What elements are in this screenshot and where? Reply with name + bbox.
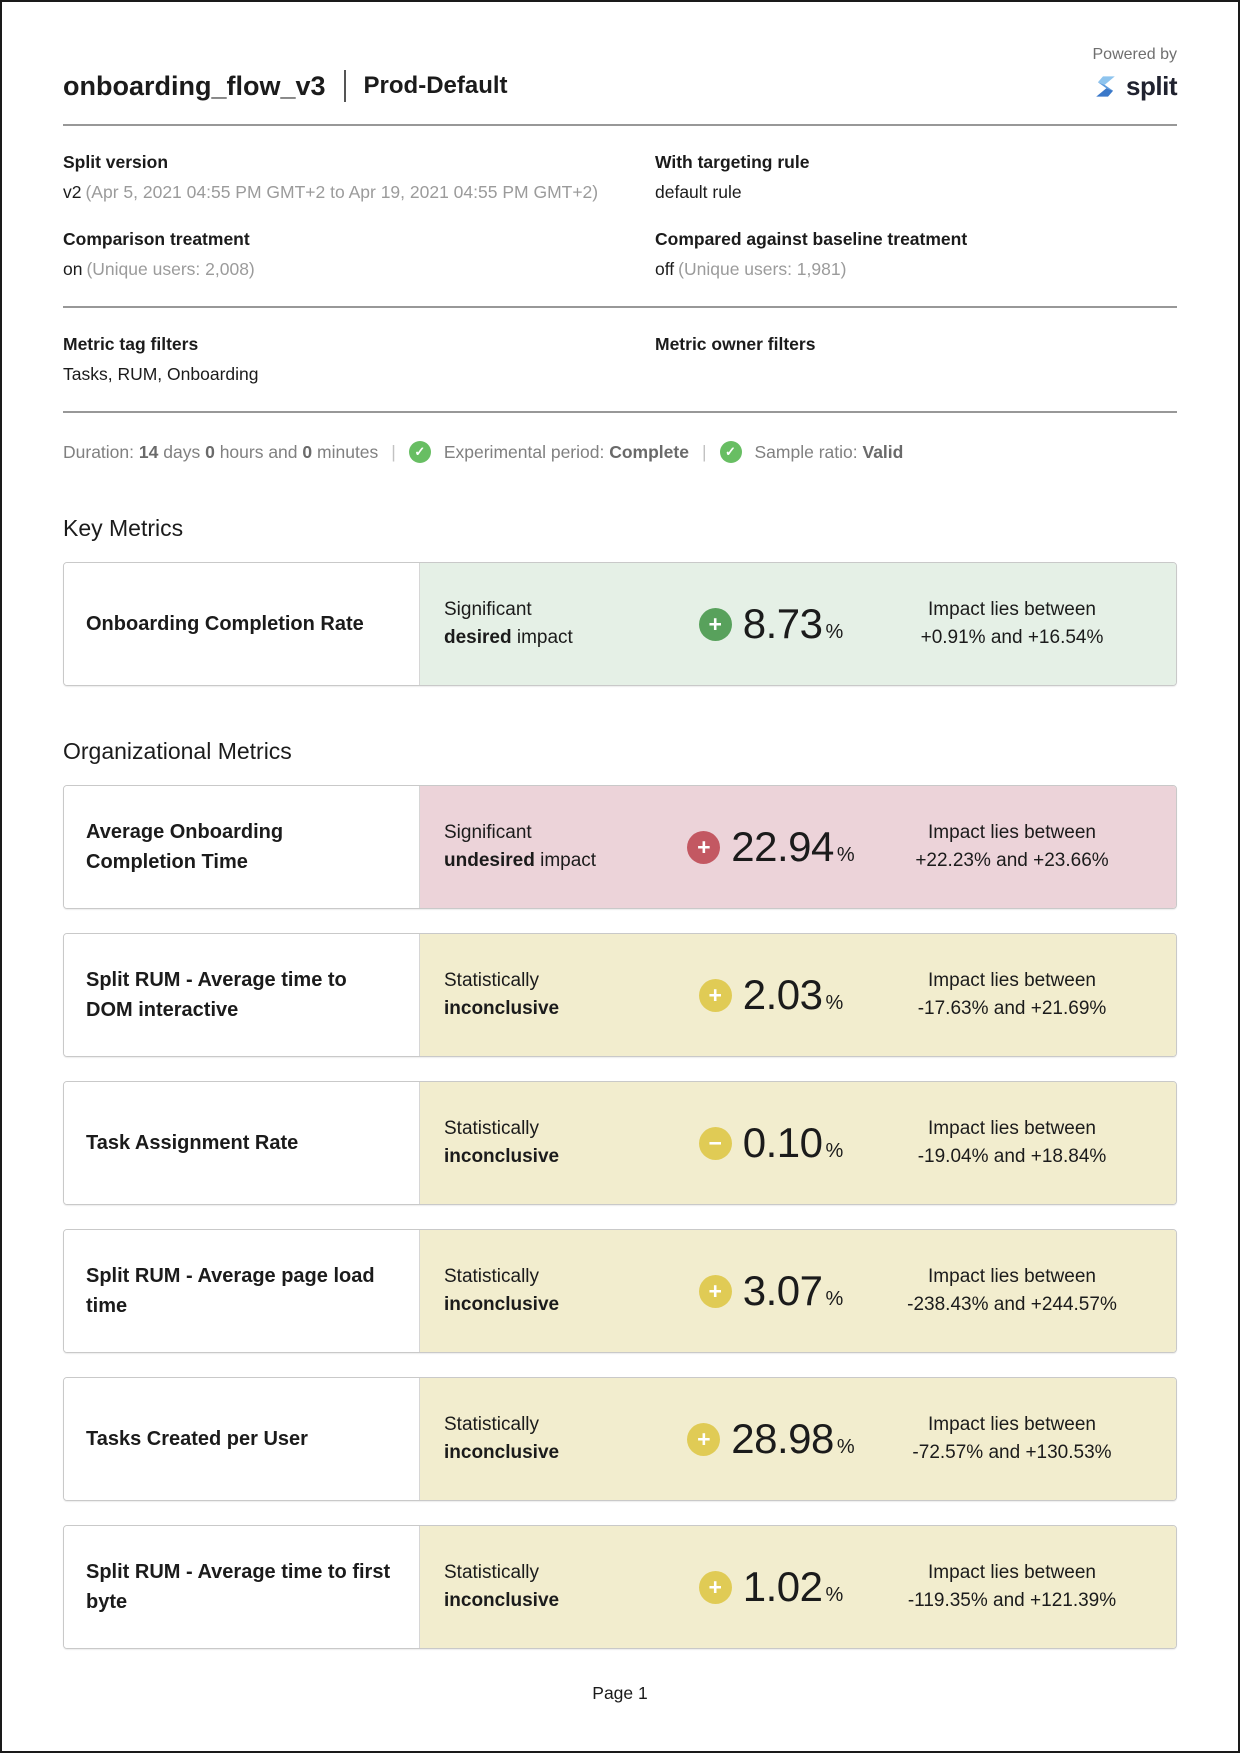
percent-unit: % [836,844,855,866]
confidence-interval: Impact lies between -72.57% and +130.53% [912,1413,1112,1463]
metric-impact-value [668,1563,874,1611]
meta-value: off [655,259,675,279]
separator: | [701,441,707,462]
metric-card-avg-onboarding-completion-time [63,785,1177,909]
meta-section-top [63,126,1177,280]
meta-label: With targeting rule [655,152,810,172]
brand-row [1092,71,1177,102]
percent-unit: % [825,992,844,1014]
metric-card-tasks-created-per-user [63,1377,1177,1501]
meta-value-muted: (Apr 5, 2021 04:55 PM GMT+2 to Apr 19, 2021 04:55 PM GMT+2) [85,182,599,202]
metric-name: Split RUM - Average time to first byte [64,1526,420,1648]
metric-card-task-assignment-rate [63,1081,1177,1205]
meta-value-muted: (Unique users: 2,008) [86,259,255,279]
title-row [63,70,508,102]
metric-name: Onboarding Completion Rate [64,563,420,685]
split-wordmark: split [1126,71,1177,101]
confidence-interval: Impact lies between -17.63% and +21.69% [917,969,1107,1019]
percent-unit: % [825,621,844,643]
metric-card-rum-dom-interactive [63,933,1177,1057]
metric-name: Task Assignment Rate [64,1082,420,1204]
metric-impact-value [668,971,874,1019]
title-divider [344,70,346,102]
report-header [63,2,1177,126]
impact-percent: 3.07 [742,1267,823,1314]
page-number: Page 1 [592,1683,648,1703]
plus-circle-icon: + [687,1423,720,1456]
meta-value: Tasks, RUM, Onboarding [63,364,259,384]
metric-impact-value [668,1119,874,1167]
metric-impact-value [668,600,874,648]
minus-circle-icon: − [699,1127,732,1160]
confidence-interval: Impact lies between +0.91% and +16.54% [920,598,1104,648]
metric-significance: Statistically inconclusive [444,1265,560,1315]
metric-card-rum-time-to-first-byte [63,1525,1177,1649]
meta-value: default rule [655,182,742,202]
split-logo-icon [1092,73,1119,100]
meta-comparison-treatment [63,229,655,280]
meta-tag-filters [63,334,655,385]
plus-circle-icon: + [699,608,732,641]
metric-card-onboarding-completion-rate [63,562,1177,686]
metric-name: Split RUM - Average page load time [64,1230,420,1352]
metric-significance: Significant desired impact [444,598,573,648]
plus-circle-icon: + [699,1275,732,1308]
confidence-interval: Impact lies between -19.04% and +18.84% [917,1117,1107,1167]
environment-name: Prod-Default [363,72,508,99]
metric-name: Tasks Created per User [64,1378,420,1500]
key-metrics-heading: Key Metrics [63,515,184,541]
percent-unit: % [825,1584,844,1606]
meta-baseline-treatment [655,229,1177,280]
meta-targeting-rule [655,152,1177,203]
metric-significance: Statistically inconclusive [444,1117,560,1167]
metric-significance: Statistically inconclusive [444,969,560,1019]
check-circle-icon: ✓ [720,441,742,463]
metric-significance: Significant undesired impact [444,821,597,871]
duration-text: Duration: 14 days 0 hours and 0 minutes [63,441,379,462]
check-circle-icon: ✓ [409,441,431,463]
separator: | [391,441,396,462]
plus-circle-icon: + [699,1571,732,1604]
metric-card-rum-page-load-time [63,1229,1177,1353]
percent-unit: % [825,1140,844,1162]
meta-value-muted: (Unique users: 1,981) [678,259,847,279]
sample-ratio-text: Sample ratio: Valid [754,441,904,462]
experimental-period-text: Experimental period: Complete [443,441,689,462]
meta-owner-filters [655,334,1177,385]
impact-percent: 8.73 [742,600,823,647]
metric-impact-value [668,1267,874,1315]
metric-impact-value [668,1415,874,1463]
metric-name: Average Onboarding Completion Time [64,786,420,908]
brand-block [1092,46,1177,102]
impact-percent: 28.98 [731,1415,834,1462]
meta-value: v2 [63,182,82,202]
metric-significance: Statistically inconclusive [444,1413,560,1463]
confidence-interval: Impact lies between -119.35% and +121.39% [907,1561,1117,1611]
percent-unit: % [836,1436,855,1458]
powered-by-label: Powered by [1092,46,1177,63]
metric-significance: Statistically inconclusive [444,1561,560,1611]
org-metrics-heading: Organizational Metrics [63,738,292,764]
meta-label: Metric owner filters [655,334,816,354]
meta-split-version [63,152,655,203]
meta-label: Metric tag filters [63,334,199,354]
confidence-interval: Impact lies between -238.43% and +244.57% [907,1265,1117,1315]
metric-impact-value [668,823,874,871]
meta-section-filters [63,308,1177,385]
impact-percent: 2.03 [742,971,823,1018]
confidence-interval: Impact lies between +22.23% and +23.66% [915,821,1109,871]
metric-name: Split RUM - Average time to DOM interactive [64,934,420,1056]
meta-value: on [63,259,83,279]
impact-percent: 22.94 [731,823,834,870]
meta-label: Compared against baseline treatment [655,229,968,249]
status-bar [63,413,1177,463]
plus-circle-icon: + [699,979,732,1012]
impact-percent: 1.02 [742,1563,823,1610]
experiment-title: onboarding_flow_v3 [63,70,326,101]
percent-unit: % [825,1288,844,1310]
plus-circle-icon: + [687,831,720,864]
meta-label: Split version [63,152,169,172]
impact-percent: 0.10 [742,1119,823,1166]
meta-label: Comparison treatment [63,229,250,249]
